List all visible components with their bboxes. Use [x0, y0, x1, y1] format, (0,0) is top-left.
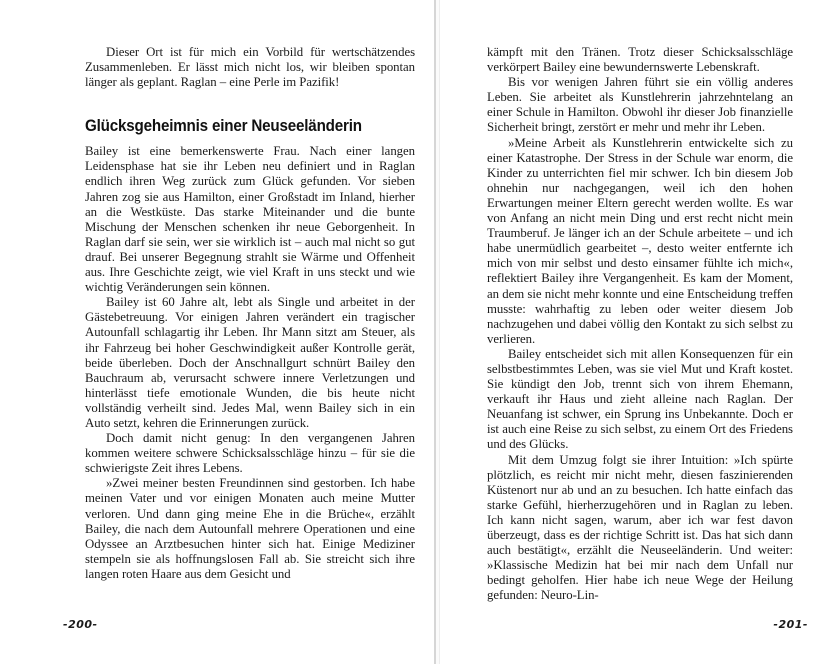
body-paragraph: kämpft mit den Tränen. Trotz dieser Schicksalsschläge verkörpert Bailey eine bewundernswerte Lebenskraft. — [487, 45, 793, 75]
page-number-left: -200- — [63, 618, 98, 631]
body-paragraph: Bailey entscheidet sich mit allen Konsequenzen für ein selbstbestimmtes Leben, was sie viel Mut und Kraft kostet. Sie kündigt den Job, trennt sich von ihrem Ehemann, verkauft ihr Haus und zieht alleine nach Raglan. Der Neuanfang ist schwer, ein Sprung ins Unbekannte. Doch er ist auch eine Reise zu sich selbst, zu einem Ort des Friedens und des Glücks. — [487, 346, 793, 452]
body-paragraph: Mit dem Umzug folgt sie ihrer Intuition: »Ich spürte plötzlich, es reicht mir nicht mehr, diesen faszinierenden Küstenort nur ab und an zu besuchen. Ich hatte einfach das starke Gefühl, hierherzugehören und in Raglan zu leben. Ich kann nicht sagen, warum, aber ich war fest davon überzeugt, dass es der richtige Schritt ist. Das hat sich dann auch bestätigt«, erzählt die Neuseeländerin. Und weiter: »Klassische Medizin hat bei mir nach dem Unfall nur bedingt geholfen. Hier habe ich neue Wege der Heilung gefunden: Neuro-Lin- — [487, 452, 793, 603]
chapter-heading: Glücksgeheimnis einer Neuseeländerin — [85, 117, 362, 136]
page-number-right: -201- — [773, 618, 808, 631]
body-paragraph: »Meine Arbeit als Kunstlehrerin entwickelte sich zu einer Katastrophe. Der Stress in der Schule war enorm, die Kinder zu unterrichten fiel mir schwer. Ich bin diesem Job ohnehin nur nachgegangen, weil ich den hohen Erwartungen meiner Eltern gerecht werden wollte. Es war von Anfang an nicht mein Ding und erst recht nicht mein Traumberuf. Je länger ich an der Schule arbeitete – und ich habe unermüdlich gearbeitet –, desto weiter entfernte ich mich von mir selbst und desto einsamer fühlte ich mich«, reflektiert Bailey ihre Vergangenheit. Es kam der Moment, an dem sie nicht mehr konnte und eine Entscheidung treffen musste: wahrhaftig zu leben oder weiter diesem Job nachzugehen und dabei völlig den Kontakt zu sich selbst zu verlieren. — [487, 135, 793, 346]
right-page — [440, 0, 831, 664]
body-paragraph: »Zwei meiner besten Freundinnen sind gestorben. Ich habe meinen Vater und vor einigen Monaten auch meine Mutter verloren. Und dann ging meine Ehe in die Brüche«, erzählt Bailey, die nach dem Autounfall mehrere Operationen und eine Odyssee an Arztbesuchen hinter sich hat. Einige Mediziner stempeln sie als hoffnungslosen Fall ab. Sie streicht sich ihre langen roten Haare aus dem Gesicht und — [85, 476, 415, 581]
body-paragraph: Bailey ist eine bemerkenswerte Frau. Nach einer langen Leidensphase hat sie ihr Leben neu definiert und in Raglan endlich ihren Weg zurück zum Glück gefunden. Vor sieben Jahren zog sie aus Hamilton, einer Großstadt im Inland, hierher an die Westküste. Das starke Miteinander und die bunte Mischung der Menschen schenken ihr neue Geborgenheit. In Raglan darf sie sein, wer sie wirklich ist – auch mal nicht so gut drauf. Bei unserer Begegnung strahlt sie Wärme und Offenheit aus. Ihre Geschichte zeigt, wie viel Kraft in uns steckt und wie wichtig Veränderungen sein können. — [85, 144, 415, 295]
body-paragraph: Bailey ist 60 Jahre alt, lebt als Single und arbeitet in der Gästebetreuung. Vor einigen Jahren verändert ein tragischer Autounfall schlagartig ihr Leben. Ihr Mann sitzt am Steuer, als ihr Fahrzeug bei hoher Geschwindigkeit außer Kontrolle gerät, beide überleben. Doch der Anschnallgurt schnürt Bailey den Bauchraum ab, verursacht schwere innere Verletzungen und hinterlässt tiefe emotionale Wunden, die bis heute nicht vollständig verheilt sind. Jedes Mal, wenn Bailey sich in ein Auto setzt, kehren die Erinnerungen zurück. — [85, 295, 415, 430]
body-paragraph: Dieser Ort ist für mich ein Vorbild für wertschätzendes Zusammenleben. Er lässt mich nicht los, wir bleiben spontan länger als geplant. Raglan – eine Perle im Pazifik! — [85, 45, 415, 90]
body-paragraph: Bis vor wenigen Jahren führt sie ein völlig anderes Leben. Sie arbeitet als Kunstlehrerin jahrzehntelang an einer Schule in Hamilton. Obwohl ihr dieser Job finanzielle Sicherheit bringt, zerstört er mehr und mehr ihr Leben. — [487, 75, 793, 135]
body-paragraph: Doch damit nicht genug: In den vergangenen Jahren kommen weitere schwere Schicksalsschläge hinzu – für sie die schwierigste Zeit ihres Lebens. — [85, 431, 415, 476]
